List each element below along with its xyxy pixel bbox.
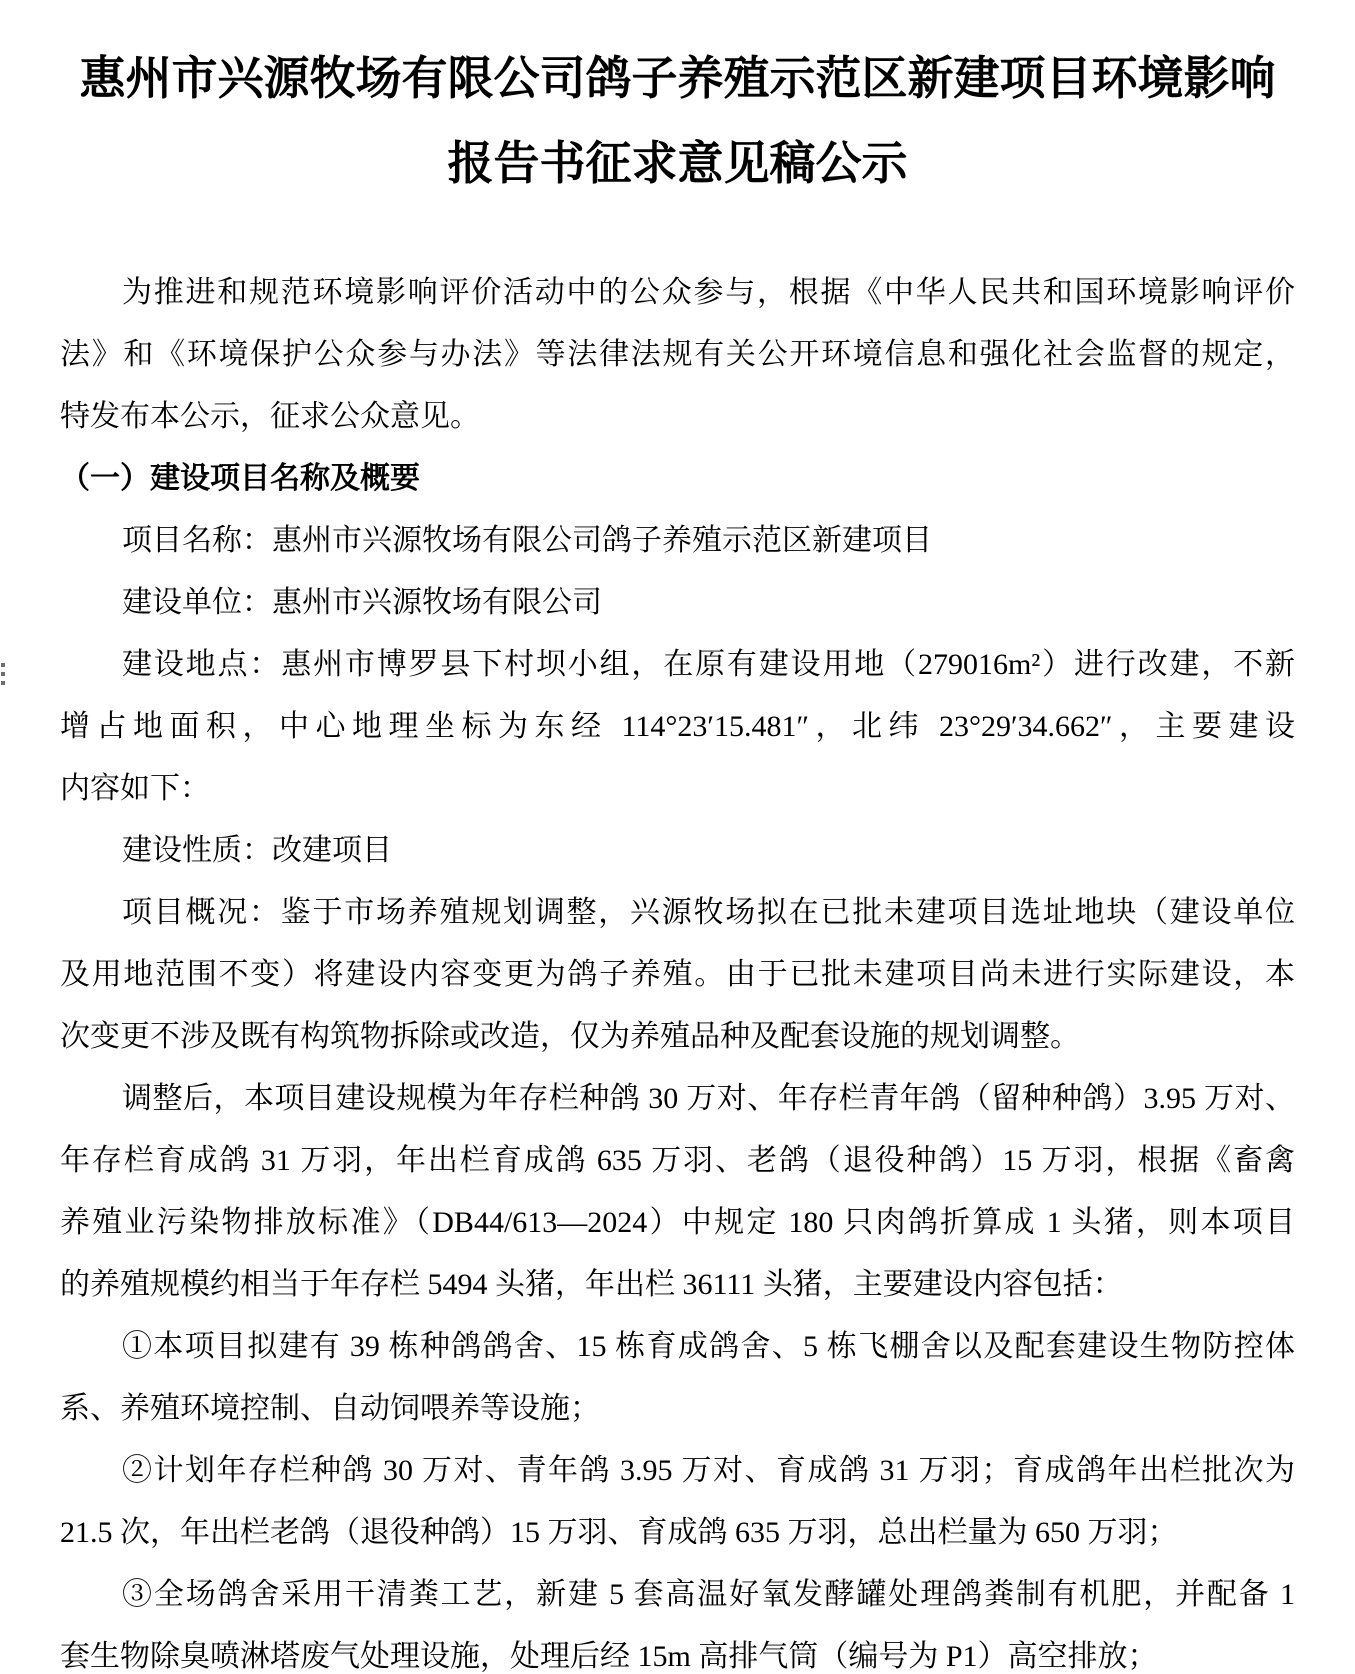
text-line: 增占地面积，中心地理坐标为东经 114°23′15.481″，北纬 23°29′34.662″，主要建设 <box>60 710 1295 743</box>
text-line: 建设单位：惠州市兴源牧场有限公司 <box>122 586 602 619</box>
text-line: ③全场鸽舍采用干清粪工艺，新建 5 套高温好氧发酵罐处理鸽粪制有机肥，并配备 1 <box>122 1578 1295 1611</box>
text-line: ②计划年存栏种鸽 30 万对、青年鸽 3.95 万对、育成鸽 31 万羽；育成鸽年出栏批次为 <box>122 1454 1295 1487</box>
paragraph <box>60 262 1295 448</box>
text-line: ①本项目拟建有 39 栋种鸽鸽舍、15 栋育成鸽舍、5 栋飞棚舍以及配套建设生物防控体 <box>122 1330 1295 1363</box>
document-title <box>0 0 1355 206</box>
paragraph <box>60 1316 1295 1440</box>
text-line: 21.5 次，年出栏老鸽（退役种鸽）15 万羽、育成鸽 635 万羽，总出栏量为 650 万羽； <box>60 1516 1178 1549</box>
text-line: 为推进和规范环境影响评价活动中的公众参与，根据《中华人民共和国环境影响评价 <box>122 276 1295 309</box>
text-line: 内容如下： <box>60 772 210 805</box>
paragraph <box>60 634 1295 820</box>
text-line: （一）建设项目名称及概要 <box>60 462 420 495</box>
paragraph <box>60 1564 1295 1674</box>
paragraph <box>60 572 1295 634</box>
text-line: 及用地范围不变）将建设内容变更为鸽子养殖。由于已批未建项目尚未进行实际建设，本 <box>60 958 1295 991</box>
document-body <box>60 262 1295 1674</box>
text-line: 次变更不涉及既有构筑物拆除或改造，仅为养殖品种及配套设施的规划调整。 <box>60 1020 1080 1053</box>
text-line: 项目名称：惠州市兴源牧场有限公司鸽子养殖示范区新建项目 <box>122 524 932 557</box>
text-line: 调整后，本项目建设规模为年存栏种鸽 30 万对、年存栏青年鸽（留种种鸽）3.95 万对、 <box>122 1082 1295 1115</box>
text-line: 套生物除臭喷淋塔废气处理设施，处理后经 15m 高排气筒（编号为 P1）高空排放； <box>60 1640 1158 1673</box>
text-line: 特发布本公示，征求公众意见。 <box>60 400 480 433</box>
text-line: 项目概况：鉴于市场养殖规划调整，兴源牧场拟在已批未建项目选址地块（建设单位 <box>122 896 1295 929</box>
vertical-ellipsis-icon <box>1 663 5 685</box>
text-line: 年存栏育成鸽 31 万羽，年出栏育成鸽 635 万羽、老鸽（退役种鸽）15 万羽，根据《畜禽 <box>60 1144 1295 1177</box>
margin-dot <box>1 663 5 667</box>
margin-dot <box>1 681 5 685</box>
margin-dot <box>1 672 5 676</box>
text-line: 建设性质：改建项目 <box>122 834 392 867</box>
paragraph <box>60 1068 1295 1316</box>
text-line: 系、养殖环境控制、自动饲喂养等设施； <box>60 1392 600 1425</box>
paragraph <box>60 510 1295 572</box>
paragraph <box>60 1440 1295 1564</box>
paragraph <box>60 882 1295 1068</box>
text-line: 养殖业污染物排放标准》（DB44/613—2024）中规定 180 只肉鸽折算成 1 头猪，则本项目 <box>60 1206 1295 1239</box>
text-line: 的养殖规模约相当于年存栏 5494 头猪，年出栏 36111 头猪，主要建设内容包括： <box>60 1268 1123 1301</box>
paragraph <box>60 820 1295 882</box>
text-line: 法》和《环境保护公众参与办法》等法律法规有关公开环境信息和强化社会监督的规定， <box>60 338 1295 371</box>
document-title-line-2: 报告书征求意见稿公示 <box>447 137 908 189</box>
text-line: 建设地点：惠州市博罗县下村坝小组，在原有建设用地（279016m²）进行改建，不新 <box>122 648 1295 681</box>
document-title-line-1: 惠州市兴源牧场有限公司鸽子养殖示范区新建项目环境影响 <box>79 52 1276 104</box>
section-heading <box>60 448 1295 510</box>
